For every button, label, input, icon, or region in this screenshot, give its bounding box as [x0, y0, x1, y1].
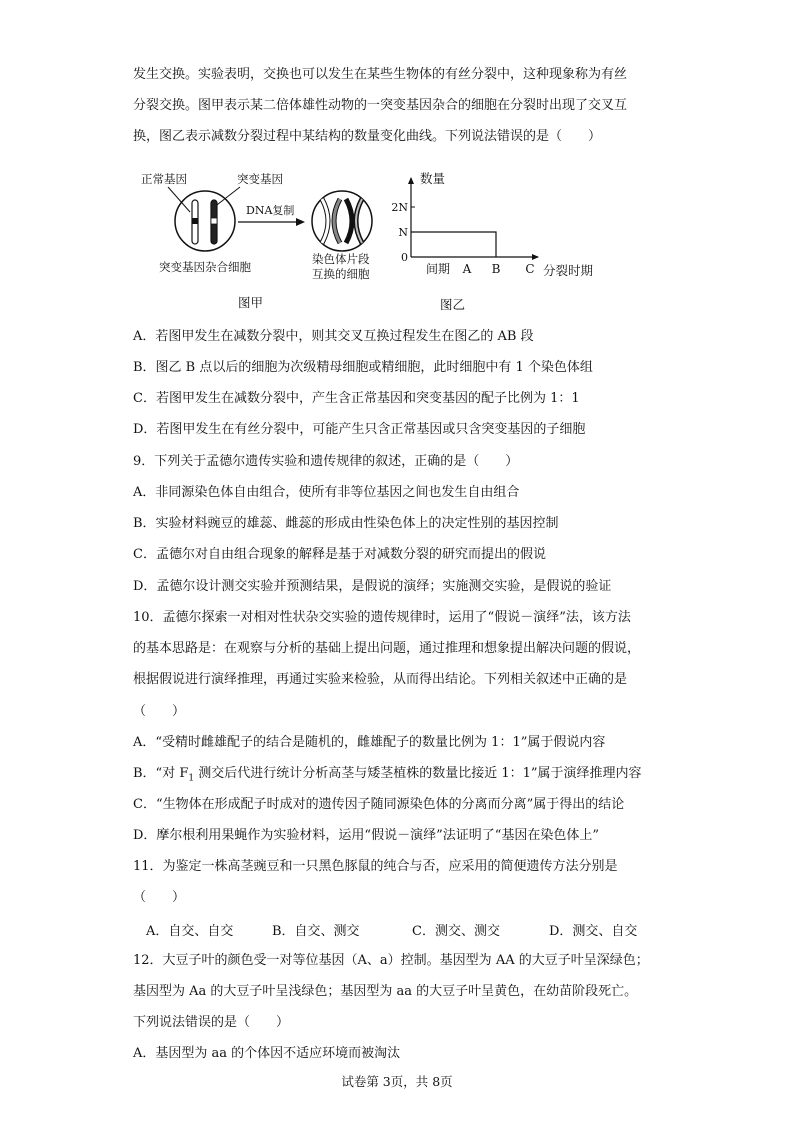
q8-option-d: D．若图甲发生在有丝分裂中，可能产生只含正常基因或只含突变基因的子细胞: [133, 422, 586, 437]
text-line: 发生交换。实验表明，交换也可以发生在某些生物体的有丝分裂中，这种现象称为有丝: [133, 67, 628, 82]
q10-stem-line: 10．孟德尔探索一对相对性状杂交实验的遗传规律时，运用了“假说－演绎”法，该方法: [133, 610, 631, 625]
q11-option-c: C．测交、测交: [412, 924, 500, 939]
q10-stem-line: 根据假说进行演绎推理，再通过实验来检验，从而得出结论。下列相关叙述中正确的是: [133, 672, 628, 687]
x-tick-label: B: [491, 262, 501, 276]
q12-option-a: A．基因型为 aa 的个体因不适应环境而被淘汰: [133, 1046, 401, 1061]
label-dna-replication: DNA复制: [246, 204, 295, 217]
q9-option-c: C．孟德尔对自由组合现象的解释是基于对减数分裂的研究而提出的假说: [133, 547, 546, 562]
q12-stem-line: 12．大豆子叶的颜色受一对等位基因（A、a）控制。基因型为 AA 的大豆子叶呈深绿色；: [133, 953, 649, 968]
q10-option-b-rest: 测交后代进行统计分析高茎与矮茎植株的数量比接近 1：1”属于演绎推理内容: [194, 766, 642, 781]
q9-option-d: D．孟德尔设计测交实验并预测结果，是假说的演绎；实施测交实验，是假说的验证: [133, 579, 612, 594]
label-cell-2-line2: 互换的细胞: [312, 267, 370, 281]
q9-option-b: B．实验材料豌豆的雄蕊、雌蕊的形成由性染色体上的决定性别的基因控制: [133, 516, 559, 531]
q10-option-b-subscript: 1: [188, 773, 195, 784]
q11-blank: （ ）: [133, 890, 186, 905]
q8-option-b: B．图乙 B 点以后的细胞为次级精母细胞或精细胞，此时细胞中有 1 个染色体组: [133, 360, 593, 375]
q8-option-a: A．若图甲发生在减数分裂中，则其交叉互换过程发生在图乙的 AB 段: [133, 329, 534, 344]
x-axis-label: 分裂时期: [543, 263, 594, 278]
y-axis-label: 数量: [420, 171, 446, 186]
x-tick-label: C: [525, 262, 535, 276]
q10-stem-line: 的基本思路是：在观察与分析的基础上提出问题，通过推理和想象提出解决问题的假说，: [133, 641, 641, 656]
q10-option-a: A．“受精时雌雄配子的结合是随机的，雌雄配子的数量比例为 1：1”属于假说内容: [133, 735, 606, 750]
y-tick-label: 2N: [391, 201, 408, 214]
q10-option-b-start: B．“对 F: [133, 766, 189, 781]
q10-option-b: [133, 765, 663, 788]
caption-figure-jia: 图甲: [238, 295, 264, 310]
q8-option-c: C．若图甲发生在减数分裂中，产生含正常基因和突变基因的配子比例为 1：1: [133, 391, 580, 406]
y-axis-arrow: [408, 177, 414, 184]
label-cell-1: 突变基因杂合细胞: [159, 260, 251, 274]
q10-option-d: D．摩尔根利用果蝇作为实验材料，运用“假说－演绎”法证明了“基因在染色体上”: [133, 828, 600, 843]
x-axis-arrow: [532, 254, 539, 260]
label-mutant-gene: 突变基因: [237, 172, 283, 186]
text-line: 分裂交换。图甲表示某二倍体雄性动物的一突变基因杂合的细胞在分裂时出现了交叉互: [133, 98, 628, 113]
label-cell-2-line1: 染色体片段: [312, 252, 370, 266]
q10-blank: （ ）: [133, 704, 186, 719]
q11-option-a: A．自交、自交: [146, 924, 234, 939]
y-tick-label: N: [398, 226, 408, 239]
label-normal-gene: 正常基因: [141, 172, 187, 186]
series-line: [411, 232, 496, 257]
x-tick-label: 间期: [425, 262, 451, 276]
q11-option-d: D．测交、自交: [549, 924, 638, 939]
x-tick-label: A: [462, 262, 472, 276]
q10-option-c: C．“生物体在形成配子时成对的遗传因子随同源染色体的分离而分离”属于得出的结论: [133, 797, 625, 812]
q9-option-a: A．非同源染色体自由组合，使所有非等位基因之间也发生自由组合: [133, 485, 520, 500]
y-tick-label: 0: [401, 251, 408, 264]
figure-yi-chart: [0, 0, 794, 330]
q11-stem: 11．为鉴定一株高茎豌豆和一只黑色豚鼠的纯合与否，应采用的简便遗传方法分别是: [133, 859, 618, 874]
q12-stem-line: 基因型为 Aa 的大豆子叶呈浅绿色；基因型为 aa 的大豆子叶呈黄色，在幼苗阶段死亡。: [133, 984, 638, 999]
text-line: 换，图乙表示减数分裂过程中某结构的数量变化曲线。下列说法错误的是（ ）: [133, 129, 602, 144]
page-footer: 试卷第 3页，共 8页: [341, 1074, 453, 1089]
caption-figure-yi: 图乙: [440, 297, 466, 312]
q12-stem-line: 下列说法错误的是（ ）: [133, 1015, 290, 1030]
q11-option-b: B．自交、测交: [272, 924, 360, 939]
q9-stem: 9．下列关于孟德尔遗传实验和遗传规律的叙述，正确的是（ ）: [133, 454, 519, 469]
